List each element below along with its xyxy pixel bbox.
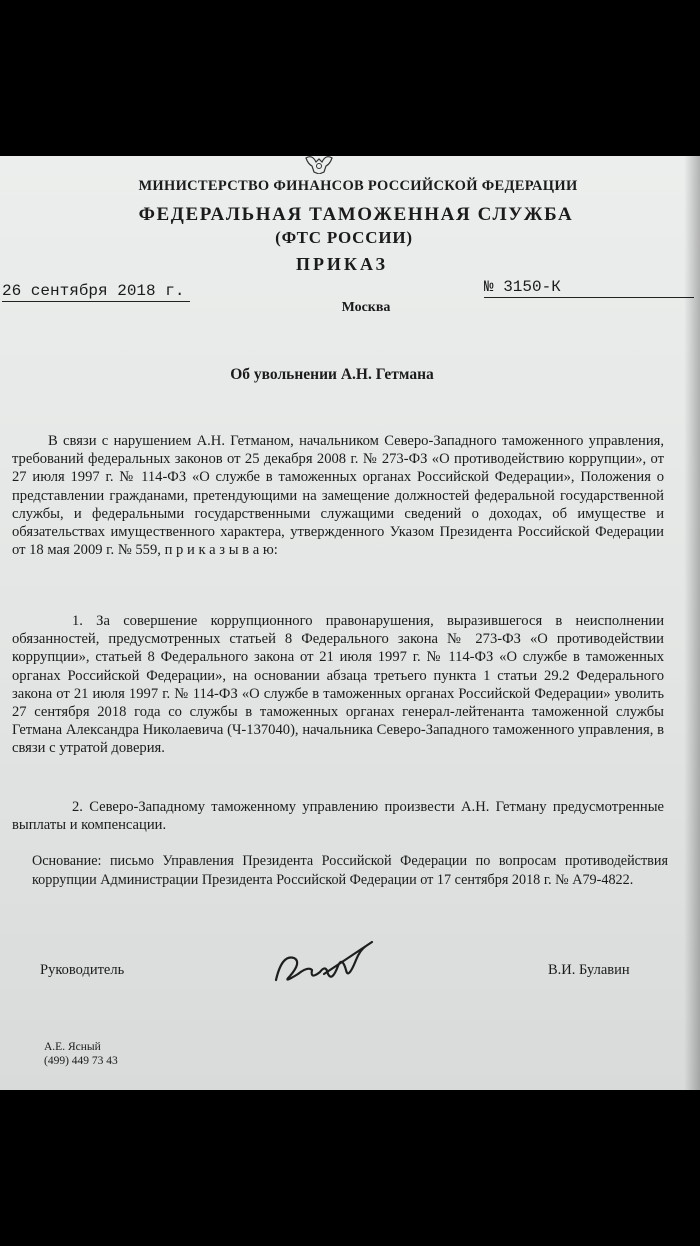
order-city: Москва (341, 300, 391, 315)
preamble-paragraph: В связи с нарушением А.Н. Гетманом, начальником Северо-Западного таможенного управления, требований федеральных законов от 25 декабря 2008 г. № 273-ФЗ «О противодействию коррупции», от 27 июля 1997 г. № 114-ФЗ «О службе в таможенных органах Российской Федерации», Положения о представлении гражданами, претендующими на замещение должностей федеральной государственной службы, и федеральными государственными служащими сведений о доходах, об имуществе и обязательствах имущественного характера, утвержденного Указом Президента Российской Федерации от 18 мая 2009 г. № 559, п р и к а з ы в а ю: (12, 433, 664, 559)
page-edge-shadow (684, 156, 700, 1090)
executor-phone: (499) 449 73 43 (44, 1055, 118, 1067)
ministry-name: МИНИСТЕРСТВО ФИНАНСОВ РОССИЙСКОЙ ФЕДЕРАЦИИ (138, 178, 578, 194)
executor-name: А.Е. Ясный (44, 1041, 101, 1053)
service-abbreviation: (ФТС РОССИИ) (275, 228, 413, 247)
order-item-1: 1. За совершение коррупционного правонарушения, выразившегося в неисполнении обязанностей, предусмотренных статьей 8 Федерального закона № 273-ФЗ «О противодействии коррупции», статьей 8 Федерального закона от 21 июля 1997 г. № 114-ФЗ «О службе в таможенных органах Российской Федерации», на основании абзаца третьего пункта 1 статьи 29.2 Федерального закона от 21 июля 1997 г. № 114-ФЗ «О службе в таможенных органах Российской Федерации» уволить 27 сентября 2018 года со службы в таможенных органах генерал-лейтенанта таможенной службы Гетмана Александра Николаевича (Ч-137040), начальника Северо-Западного таможенного управления, в связи с утратой доверия. (12, 613, 664, 757)
signatory-name: В.И. Булавин (548, 962, 630, 978)
service-name: ФЕДЕРАЛЬНАЯ ТАМОЖЕННАЯ СЛУЖБА (138, 204, 574, 225)
basis-note: Основание: письмо Управления Президента Российской Федерации по вопросам противодействия коррупции Администрации Президента Российской Федерации от 17 сентября 2018 г. № А79-4822. (32, 853, 668, 888)
executor-info (44, 1040, 118, 1068)
order-item-2: 2. Северо-Западному таможенному управлению произвести А.Н. Гетману предусмотренные выплаты и компенсации. (12, 799, 664, 834)
handwritten-signature (268, 936, 380, 990)
document-type: ПРИКАЗ (295, 254, 389, 274)
order-date: 26 сентября 2018 г. (2, 282, 190, 302)
order-number: № 3150-К (484, 278, 694, 298)
coat-of-arms-icon (302, 156, 336, 174)
document-page (0, 156, 700, 1090)
signatory-role: Руководитель (40, 962, 125, 978)
order-subject: Об увольнении А.Н. Гетмана (230, 366, 434, 383)
